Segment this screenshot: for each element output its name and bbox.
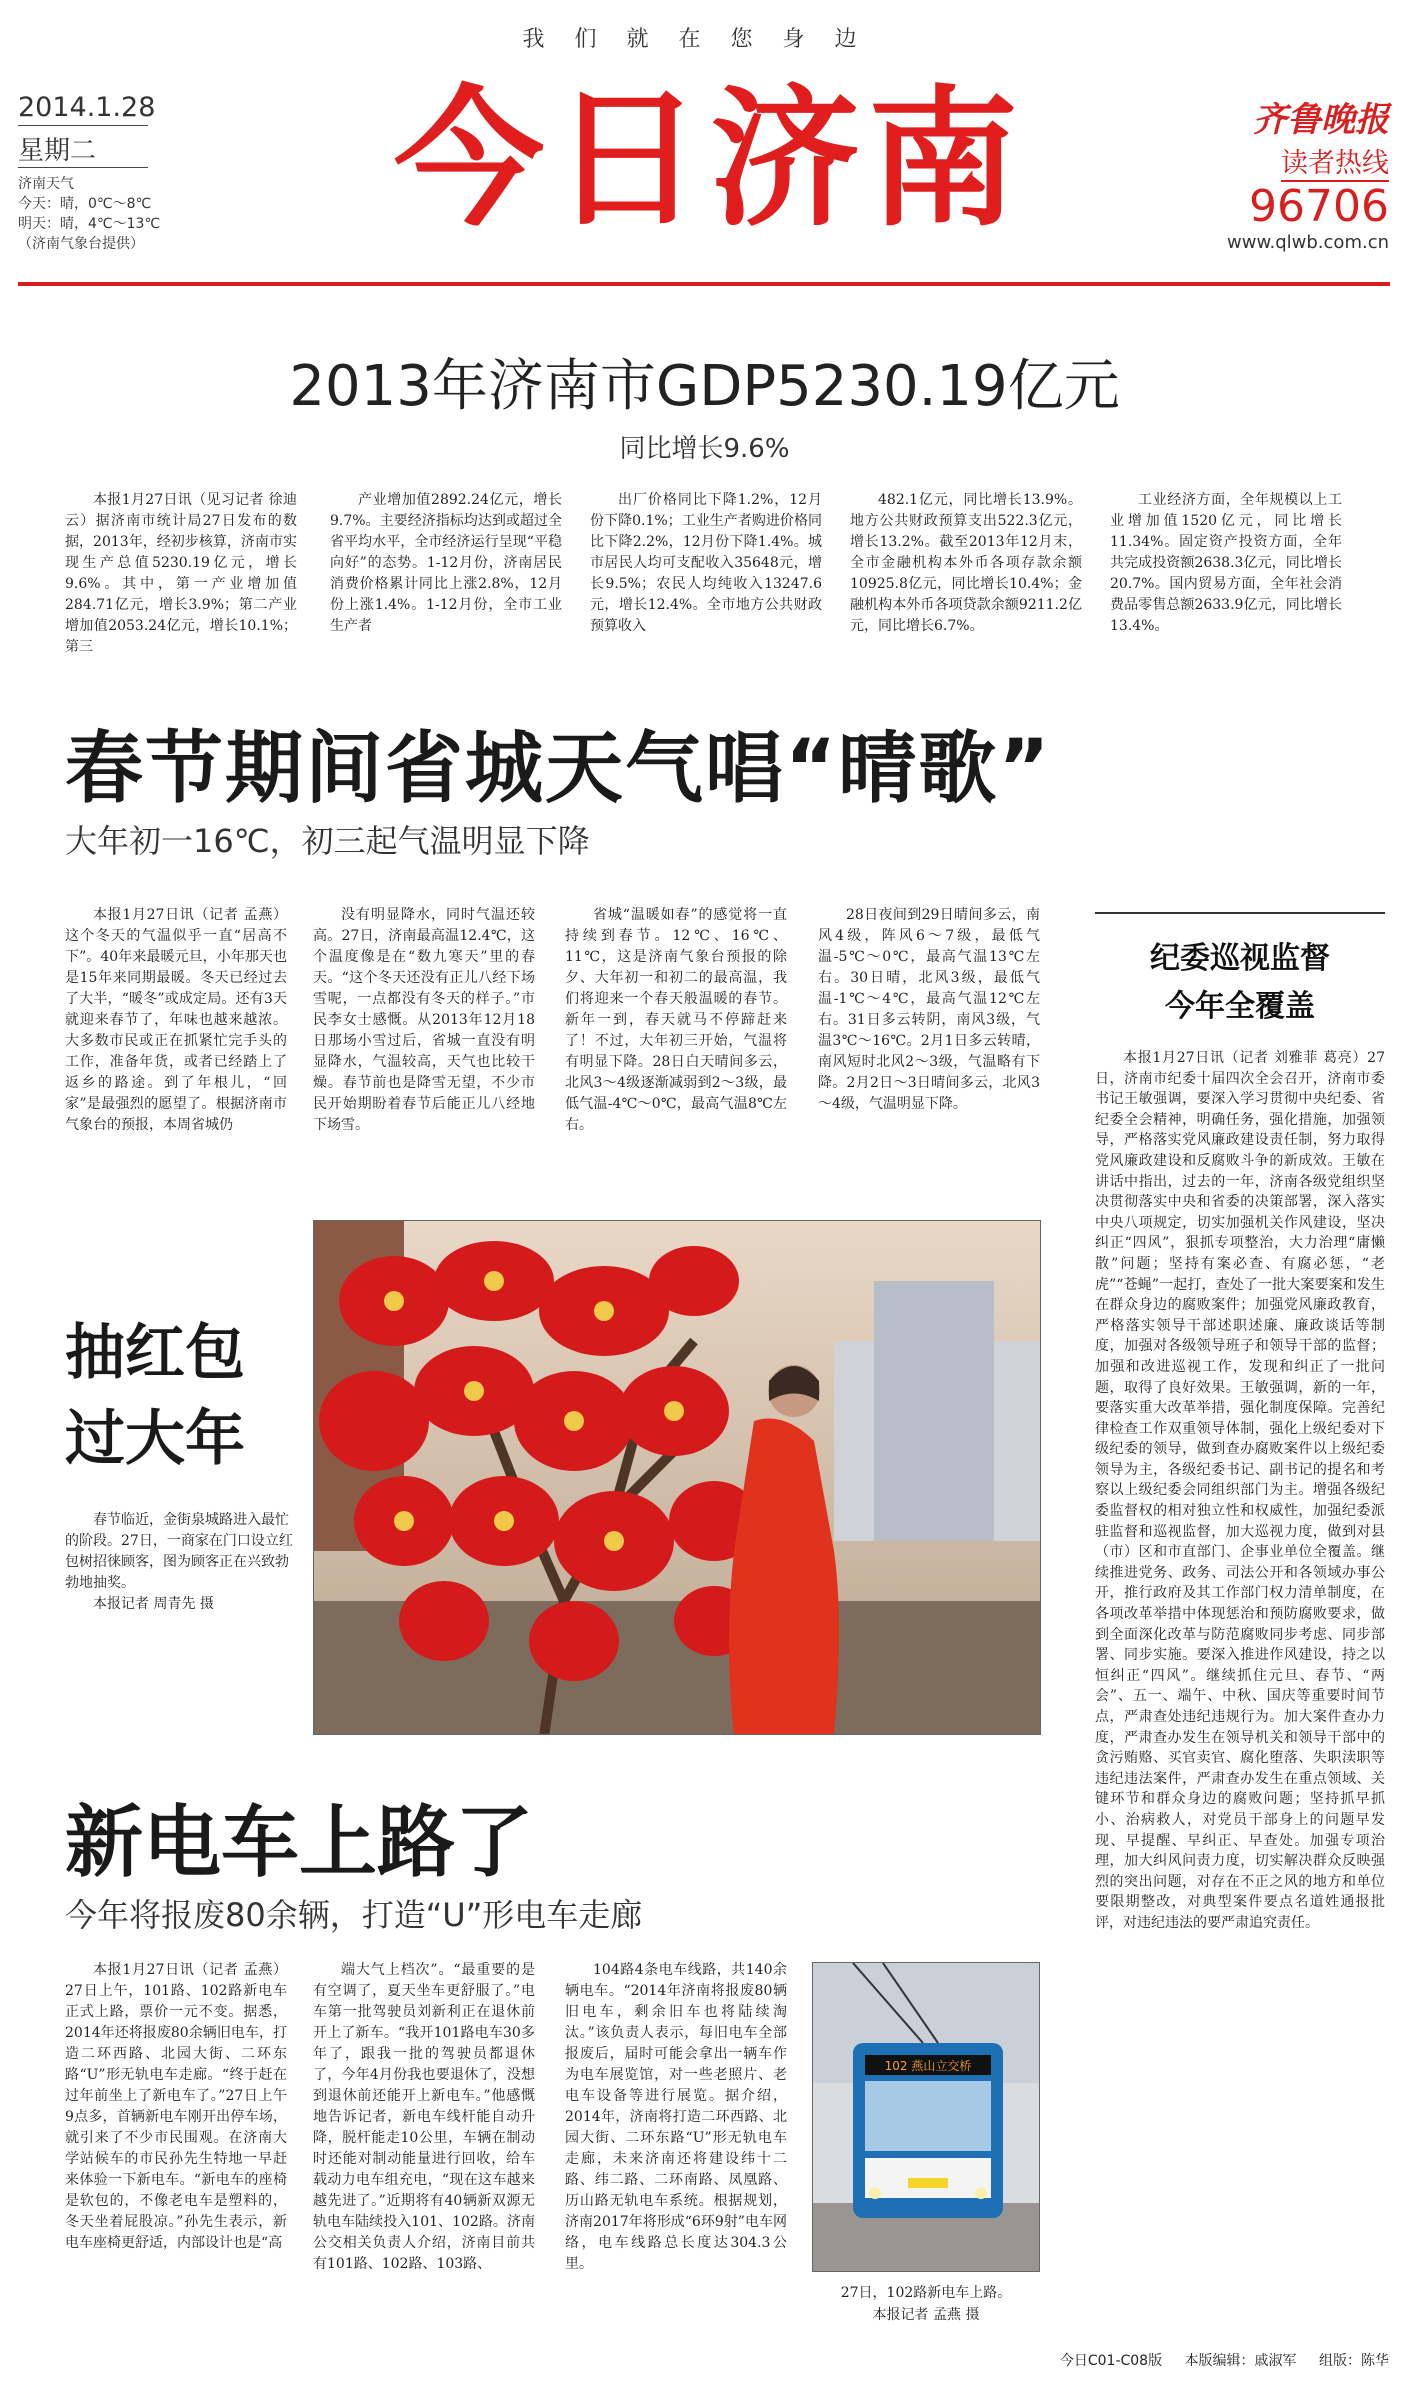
gdp-column-5: 工业经济方面，全年规模以上工业增加值1520亿元，同比增长11.34%。固定资产投资方面，全年共完成投资额2638.3亿元，同比增长20.7%。国内贸易方面，全年社会消费品零售总额2633.9亿元，同比增长13.4%。 (1110, 492, 1342, 634)
trolleybus-photo-caption (812, 2282, 1040, 2326)
gdp-column-2: 产业增加值2892.24亿元，增长9.7%。主要经济指标均达到或超过全省平均水平，全市经济运行呈现“平稳向好”的态势。1-12月份，济南居民消费价格累计同比上涨2.8%，12月份上涨1.4%。1-12月份，全市工业生产者 (330, 492, 562, 634)
weather-line: 明天：晴，4℃～13℃ (18, 216, 161, 232)
trolleybus-caption-text: 27日，102路新电车上路。 (840, 2285, 1012, 2301)
weather-line: （济南气象台提供） (18, 236, 144, 252)
weather-column-3: 省城“温暖如春”的感觉将一直持续到春节。12℃、16℃、11℃，这是济南气象台预报的除夕、大年初一和初二的最高温，我们将迎来一个春天般温暖的春节。新年一到，春天就马不停蹄赶来了！不过，大年初三开始，气温将有明显下降。28日白天晴间多云，北风3～4级逐渐减弱到2～3级，最低气温-4℃～0℃，最高气温8℃左右。 (565, 907, 787, 1133)
sidebar-title (1095, 935, 1385, 1031)
trolleybus-column-1: 本报1月27日讯（记者 孟燕）27日上午，101路、102路新电车正式上路，票价一元不变。据悉，2014年还将报废80余辆旧电车，打造二环西路、北园大街、二环东路“U”形无轨电车走廊。“终于赶在过年前坐上了新电车了。”27日上午9点多，首辆新电车刚开出停车场，就引来了不少市民围观。在济南大学站候车的市民孙先生特地一早赶来体验一下新电车。“新电车的座椅是软包的，不像老电车是塑料的，冬天坐着屁股凉。”孙先生表示，新电车座椅更舒适，内部设计也是“高 (65, 1962, 287, 2251)
weather-subhead: 大年初一16℃，初三起气温明显下降 (65, 822, 590, 860)
photo-credit: 本报记者 周青先 摄 (93, 1596, 214, 1612)
masthead-divider (18, 282, 1390, 286)
trolleybus-subhead: 今年将报废80余辆，打造“U”形电车走廊 (65, 1896, 643, 1934)
photo-title-line: 过大年 (65, 1404, 245, 1474)
weather-column-1: 本报1月27日讯（记者 孟燕）这个冬天的气温似乎一直“居高不下”。40年来最暖元旦，小年那天也是15年来同期最暖。冬天已经过去了大半，“暖冬”或成定局。还有3天就迎来春节了，年味也越来越浓。大多数市民或正在抓紧忙完手头的工作，准备年货，或者已经踏上了返乡的路途。到了年根儿，“回家”是最强烈的愿望了。根据济南市气象台的预报，本周省城仍 (65, 907, 287, 1133)
trolleybus-headline: 新电车上路了 (65, 1798, 534, 1888)
issue-date: 2014.1.28 (18, 92, 148, 126)
gdp-headline: 2013年济南市GDP5230.19亿元 (289, 354, 1120, 419)
weather-report (18, 174, 168, 254)
photo-caption (65, 1510, 297, 1615)
hotline-number: 96706 (1249, 181, 1389, 232)
page-designer: 组版：陈华 (1319, 2353, 1389, 2369)
sidebar-title-line: 今年全覆盖 (1165, 989, 1315, 1024)
newspaper-masthead: 今日济南 (393, 73, 1026, 247)
weather-column-4: 28日夜间到29日晴间多云，南风4级，阵风6～7级，最低气温-5℃～0℃，最高气温13℃左右。30日晴，北风3级，最低气温-1℃～4℃，最高气温12℃左右。31日多云转阴，南风3级，气温3℃～16℃。2月1日多云转晴，南风短时北风2～3级，气温略有下降。2月2日～3日晴间多云，北风3～4级，气温明显下降。 (818, 907, 1040, 1112)
photo-caption-text: 春节临近，金街泉城路进入最忙的阶段。27日，一商家在门口设立红包树招徕顾客，图为顾客正在兴致勃勃地抽奖。 (65, 1512, 293, 1591)
page-editor: 本版编辑：戚淑军 (1184, 2353, 1297, 2369)
gdp-column-1: 本报1月27日讯（见习记者 徐迪云）据济南市统计局27日发布的数据，2013年，经初步核算，济南市实现生产总值5230.19亿元，增长9.6%。其中，第一产业增加值284.71亿元，增长3.9%；第二产业增加值2053.24亿元，增长10.1%；第三 (65, 492, 297, 655)
brand-block (1189, 92, 1389, 253)
gdp-column-4: 482.1亿元，同比增长13.9%。地方公共财政预算支出522.3亿元，增长13.2%。截至2013年12月末，全市金融机构本外币各项存款余额10925.8亿元，同比增长10.4%；金融机构本外币各项贷款余额9211.2亿元，同比增长6.7%。 (850, 492, 1082, 634)
gdp-column-3: 出厂价格同比下降1.2%，12月份下降0.1%；工业生产者购进价格同比下降2.2%，12月份下降1.4%。城市居民人均可支配收入35648元，增长9.5%；农民人均纯收入13247.6元，增长12.4%。全市地方公共财政预算收入 (590, 492, 822, 634)
issue-weekday: 星期二 (18, 130, 148, 168)
masthead-tagline: 我们就在您身边 (522, 27, 887, 52)
red-envelope-tree-image (314, 1221, 1041, 1735)
bus-destination-sign: 102 燕山立交桥 (884, 2059, 972, 2073)
sidebar-article: 本报1月27日讯（记者 刘雅菲 葛亮）27日，济南市纪委十届四次全会召开，济南市委书记王敏强调，要深入学习贯彻中央纪委、省纪委全会精神，明确任务，强化措施，加强领导，严格落实党风廉政建设责任制，努力取得党风廉政建设和反腐败斗争的新成效。王敏在讲话中指出，过去的一年，济南各级党组织坚决贯彻落实中央和省委的决策部署，深入落实中央八项规定，切实加强机关作风建设，坚决纠正“四风”，狠抓专项整治，大力治理“庸懒散”问题；坚持有案必查、有腐必惩，“老虎”“苍蝇”一起打，查处了一批大案要案和发生在群众身边的腐败案件；加强党风廉政教育，严格落实领导干部述职述廉、廉政谈话等制度，加强对各级领导班子和领导干部的监督；加强和改进巡视工作，发现和纠正了一批问题，取得了良好效果。王敏强调，新的一年，要落实重大改革举措，强化制度保障。完善纪律检查工作双重领导体制，强化上级纪委对下级纪委的领导，做到查办腐败案件以上级纪委领导为主，各级纪委书记、副书记的提名和考察以上级纪委会同组织部门为主。增强各级纪委监督权的相对独立性和权威性，加强纪委派驻监督和巡视监督，加大巡视力度，做到对县（市）区和市直部门、企事业单位全覆盖。继续推进党务、政务、司法公开和各领域办事公开，推行政府及其工作部门权力清单制度，在各项改革举措中体现惩治和预防腐败要求，做到全面深化改革与防范腐败同步考虑、同步部署、同步实施。要深入推进作风建设，持之以恒纠正“四风”。继续抓住元旦、春节、“两会”、五一、端午、中秋、国庆等重要时间节点，严肃查处违纪违规行为。加大案件查办力度，严肃查办发生在领导机关和领导干部中的贪污贿赂、买官卖官、腐化堕落、失职渎职等违纪违法案件，严肃查办发生在重点领域、关键环节和群众身边的腐败问题；坚持抓早抓小、治病救人，对党员干部身上的问题早发现、早提醒、早纠正、早查处。加强专项治理，加大纠风问责力度，切实解决群众反映强烈的突出问题，对存在不正之风的地方和单位要限期整改，对典型案件要点名道姓通报批评，对违纪违法的要严肃追究责任。 (1095, 1050, 1385, 1931)
photo-title-line: 抽红包 (65, 1318, 245, 1388)
weather-line: 济南天气 (18, 176, 74, 192)
page-range: 今日C01-C08版 (1059, 2353, 1163, 2369)
weather-headline: 春节期间省城天气唱“晴歌” (65, 724, 1052, 814)
weather-column-2: 没有明显降水，同时气温还较高。27日，济南最高温12.4℃，这个温度像是在“数九寒天”里的春天。“这个冬天还没有正儿八经下场雪呢，一点都没有冬天的样子。”市民李女士感慨。从2013年12月18日那场小雪过后，省城一直没有明显降水，气温较高，天气也比较干燥。春节前也是降雪无望，不少市民开始期盼着春节后能正儿八经地下场雪。 (313, 907, 535, 1133)
trolleybus-photo-credit: 本报记者 孟燕 摄 (872, 2307, 980, 2323)
sidebar-divider (1095, 912, 1385, 914)
trolleybus-column-3: 104路4条电车线路，共140余辆电车。“2014年济南将报废80辆旧电车，剩余旧车也将陆续淘汰。”该负责人表示，每旧电车全部报废后，届时可能会拿出一辆车作为电车展览馆，对一些老照片、老电车设备等进行展览。据介绍，2014年，济南将打造二环西路、北园大街、二环东路“U”形无轨电车走廊，未来济南还将建设纬十二路、纬二路、二环南路、凤凰路、历山路无轨电车系统。根据规划，济南2017年将形成“6环9射”电车网络，电车线路总长度达304.3公里。 (565, 1962, 787, 2272)
page-footer (1042, 2350, 1389, 2370)
photo-title (65, 1310, 245, 1482)
trolleybus-column-2: 端大气上档次”。“最重要的是有空调了，夏天坐车更舒服了。”电车第一批驾驶员刘新利正在退休前开上了新车。“我开101路电车30多年了，跟我一批的驾驶员都退休了，今年4月份我也要退休了，没想到退休前还能开上新电车。”他感慨地告诉记者，新电车线杆能自动升降，脱杆能走10公里，车辆在制动时还能对制动能量进行回收，给车载动力电车组充电，“现在这车越来越先进了。”近期将有40辆新双源无轨电车陆续投入101、102路。济南公交相关负责人介绍，济南目前共有101路、102路、103路、 (313, 1962, 535, 2272)
trolleybus-image (813, 1963, 1040, 2272)
date-weather-block (18, 92, 168, 254)
gdp-subhead: 同比增长9.6% (619, 434, 790, 464)
weather-line: 今天：晴，0℃～8℃ (18, 196, 152, 212)
website-link[interactable]: www.qlwb.com.cn (1227, 232, 1389, 253)
trolleybus-photo (812, 1962, 1040, 2272)
red-envelope-photo (313, 1220, 1041, 1735)
hotline-label: 读者热线 (1281, 141, 1389, 182)
sidebar-title-line: 纪委巡视监督 (1150, 941, 1330, 976)
brand-logo: 齐鲁晚报 (1253, 100, 1389, 140)
